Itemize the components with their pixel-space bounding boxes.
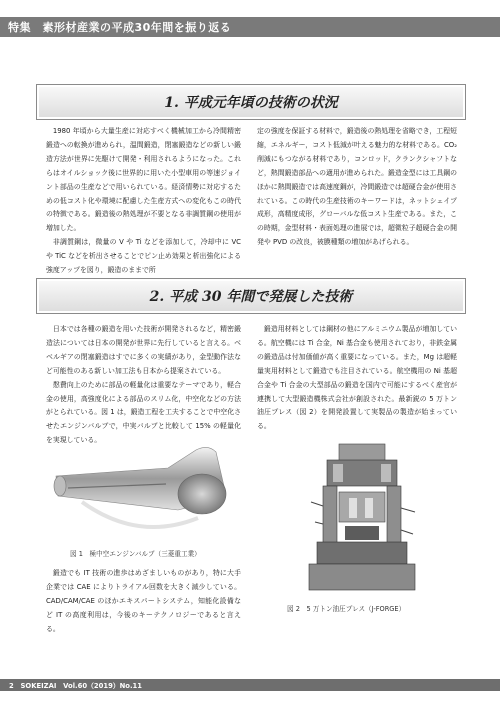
paragraph: 1980 年頃から大量生産に対応すべく機械加工から冷間精密鍛造への転換が進められ，温間鍛造，閉塞鍛造などの新しい鍛造方法が世界に先駆けて開発・利用されるようになった。これらはオイルショック後に世界的に用いた小型車用の等速ジョイント部品の生産などで用いられている。経済情勢に対応するための低コスト化や環境に配慮した生産方式への変化もこの時代の特徴である。鍛造後の熱処理が不要となる非調質鋼の使用が増加した。 — [46, 127, 241, 233]
section-1-left-column — [46, 125, 241, 278]
paragraph: 鍛造でも IT 技術の進歩はめざましいものがあり，特に大手企業では CAE によりトライアル回数を大きく減少している。CAD/CAM/CAE のほかエキスパートシステム，知能化設備など IT の高度利用は，今後のキーテクノロジーであると言える。 — [46, 569, 241, 633]
paragraph: 非調質鋼は，微量の V や Ti などを添加して，冷却中に VC や TiC などを析出させることでピン止め効果と析出強化による強度アップを図り，鍛造のままで所 — [46, 238, 241, 275]
paragraph: 日本では各種の鍛造を用いた技術が開発されるなど，精密鍛造法については日本の開発が世界に先行していると言える。ベベルギアの閉塞鍛造はすでに多くの実績があり，金型動作法など可能性のある新しい加工法も日本から提案されている。 — [46, 325, 241, 375]
figure-1-caption: 図 1 極中空エンジンバルブ（三菱重工業） — [70, 550, 201, 558]
paragraph: 鍛造用材料としては鋼材の他にアルミニウム製品が増加している。航空機には Ti 合金，Ni 基合金も使用されており，非鉄金属の鍛造品は付加価値が高く重要になっている。また，Mg は超軽量実用材料として鍛造でも注目されている。航空機用の Ni 基超合金や Ti 合金の大型部品の鍛造を国内で可能にするべく産官が連携して大型鍛造機株式会社が創設された。最新鋭の 5 万トン油圧プレス（図 2）を開発設置して実製品の製造が始まっている。 — [257, 325, 457, 431]
section-2-title: 2. 平成 30 年間で発展した技術 — [149, 289, 353, 305]
section-1-banner — [36, 84, 466, 120]
section-1-right-column — [257, 125, 457, 250]
section-2-right-column — [257, 323, 457, 434]
figure-2-press-photo — [305, 442, 420, 594]
footer-text: 2 SOKEIZAI Vol.60（2019）No.11 — [9, 682, 142, 690]
figure-2-caption: 図 2 5 万トン油圧プレス（J-FORGE） — [287, 605, 406, 613]
page-header — [0, 0, 500, 38]
paragraph: 慇費向上のために部品の軽量化は重要なテーマであり，軽合金の使用，高強度化による部品のスリム化，中空化などの方法がとられている。図 1 は，鍛造工程を工夫することで中空化させたエンジンバルブで，中実バルブと比較して 15% の軽量化を実現している。 — [46, 380, 241, 445]
page-footer — [0, 679, 500, 691]
paragraph: 定の強度を保証する材料で，鍛造後の熱処理を省略でき，工程短縮，エネルギー，コスト低減が叶える魅力的な材料である。CO₂ 削減にもつながる材料であり，コンロッド，クランクシャフトなど，熱間鍛造部品への適用が進められた。鍛造金型には工具鋼のほかに熱間鍛造では高速度鋼が，冷間鍛造では超硬合金が使用されている。この時代の生産技術のキーワードは，ネットシェイプ成形，高精度成形，グローバルな低コスト生産である。また，この時期，金型材料・表面処理の進展では，超微粒子超硬合金の開発や PVD の改良，被膜種類の増加があげられる。 — [257, 127, 457, 247]
section-2-banner — [36, 278, 466, 314]
header-title: 特集 素形材産業の平成30年間を振り返る — [8, 21, 232, 34]
section-2-left-column — [46, 323, 241, 448]
section-1-title: 1. 平成元年頃の技術の状況 — [164, 95, 338, 111]
section-2-left-column-bottom — [46, 567, 241, 637]
figure-1-valve-photo — [48, 432, 238, 542]
